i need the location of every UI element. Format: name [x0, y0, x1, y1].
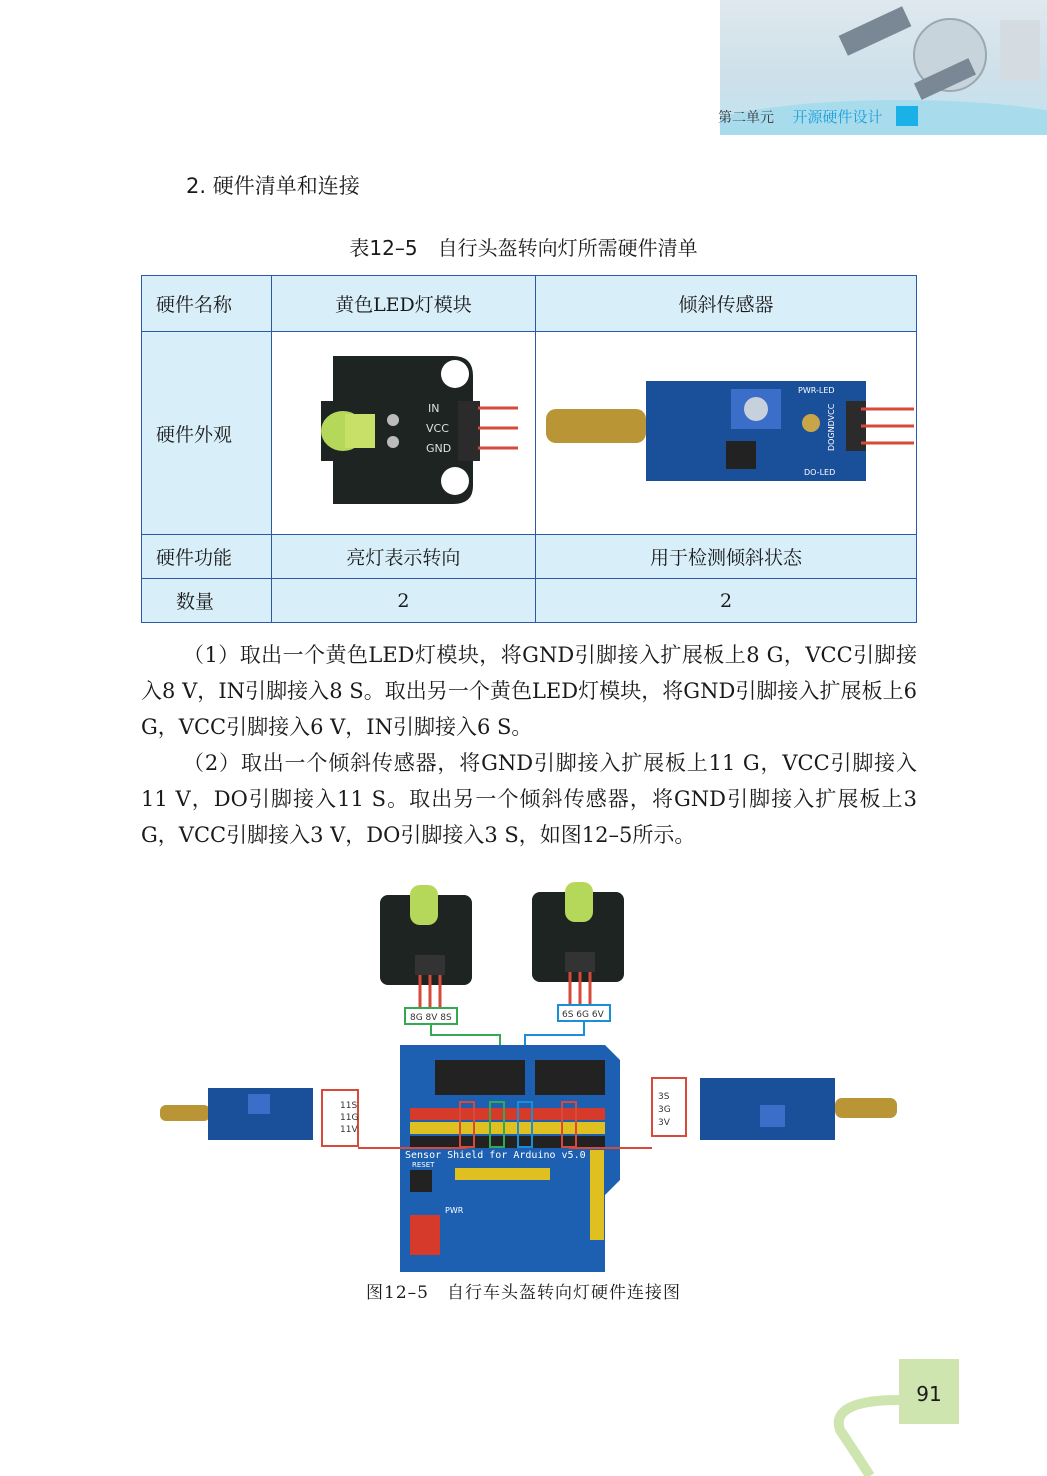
led-pin-label: VCC [426, 421, 450, 435]
tilt-sensor-image [536, 371, 916, 491]
table-cell-sensor-image [536, 332, 917, 535]
right-sensor-pin: 3S [658, 1092, 670, 1102]
sensor-label: PWR-LED [798, 385, 835, 395]
table-caption: 表12–5 自行头盔转向灯所需硬件清单 [349, 236, 698, 260]
hardware-table [141, 275, 917, 623]
led-pin-label: GND [426, 441, 452, 455]
table-row [142, 535, 917, 579]
running-header [718, 106, 882, 127]
header-title: 开源硬件设计 [792, 108, 883, 126]
section-title: 2. 硬件清单和连接 [186, 174, 360, 198]
right-sensor-pin: 3V [658, 1118, 670, 1128]
table-cell: 黄色LED灯模块 [271, 276, 535, 332]
sensor-label: DO-LED [804, 467, 836, 477]
table-cell: 2 [536, 579, 917, 623]
figure-caption: 图12–5 自行车头盔转向灯硬件连接图 [366, 1283, 681, 1303]
table-row [142, 579, 917, 623]
led-module-image [283, 346, 523, 516]
page-number: 91 [916, 1382, 942, 1406]
board-reset-label: RESET [412, 1161, 435, 1169]
header-square-icon [896, 106, 918, 126]
table-cell: 倾斜传感器 [536, 276, 917, 332]
right-led-module [532, 882, 624, 982]
board-pwr-label: PWR [445, 1206, 464, 1215]
left-led-pins: 8G 8V 8S [410, 1013, 452, 1023]
led-pin-label: IN [428, 401, 440, 415]
table-cell-led-image [271, 332, 535, 535]
left-sensor-pin: 11S [340, 1101, 358, 1111]
paragraph-1: （1）取出一个黄色LED灯模块，将GND引脚接入扩展板上8 G，VCC引脚接入8 V，IN引脚接入8 S。取出另一个黄色LED灯模块，将GND引脚接入扩展板上6 G，VCC引脚接入6 V，IN引脚接入6 S。 [141, 643, 917, 739]
table-cell: 用于检测倾斜状态 [536, 535, 917, 579]
connection-diagram [160, 880, 900, 1272]
table-cell: 亮灯表示转向 [271, 535, 535, 579]
left-sensor-pin: 11V [340, 1125, 358, 1135]
sensor-label: DOGNDVCC [827, 403, 836, 451]
header-unit: 第二单元 [718, 110, 774, 126]
sensor-shield-board [400, 1045, 620, 1272]
right-sensor-pin: 3G [658, 1105, 671, 1115]
table-cell: 2 [271, 579, 535, 623]
table-cell-label: 硬件功能 [142, 535, 272, 579]
board-label: Sensor Shield for Arduino v5.0 [405, 1150, 586, 1161]
left-led-module [380, 885, 472, 985]
table-row [142, 332, 917, 535]
table-cell-label: 硬件名称 [142, 276, 272, 332]
left-sensor-pin: 11G [340, 1113, 359, 1123]
right-tilt-sensor [700, 1078, 897, 1140]
table-row [142, 276, 917, 332]
table-cell-label: 硬件外观 [142, 332, 272, 535]
paragraph-2: （2）取出一个倾斜传感器，将GND引脚接入扩展板上11 G，VCC引脚接入11 V，DO引脚接入11 S。取出另一个倾斜传感器，将GND引脚接入扩展板上3 G，VCC引脚接入3 V，DO引脚接入3 S，如图12–5所示。 [141, 751, 917, 847]
left-tilt-sensor [160, 1088, 313, 1140]
right-led-pins: 6S 6G 6V [562, 1010, 604, 1020]
table-cell-label: 数量 [142, 579, 272, 623]
